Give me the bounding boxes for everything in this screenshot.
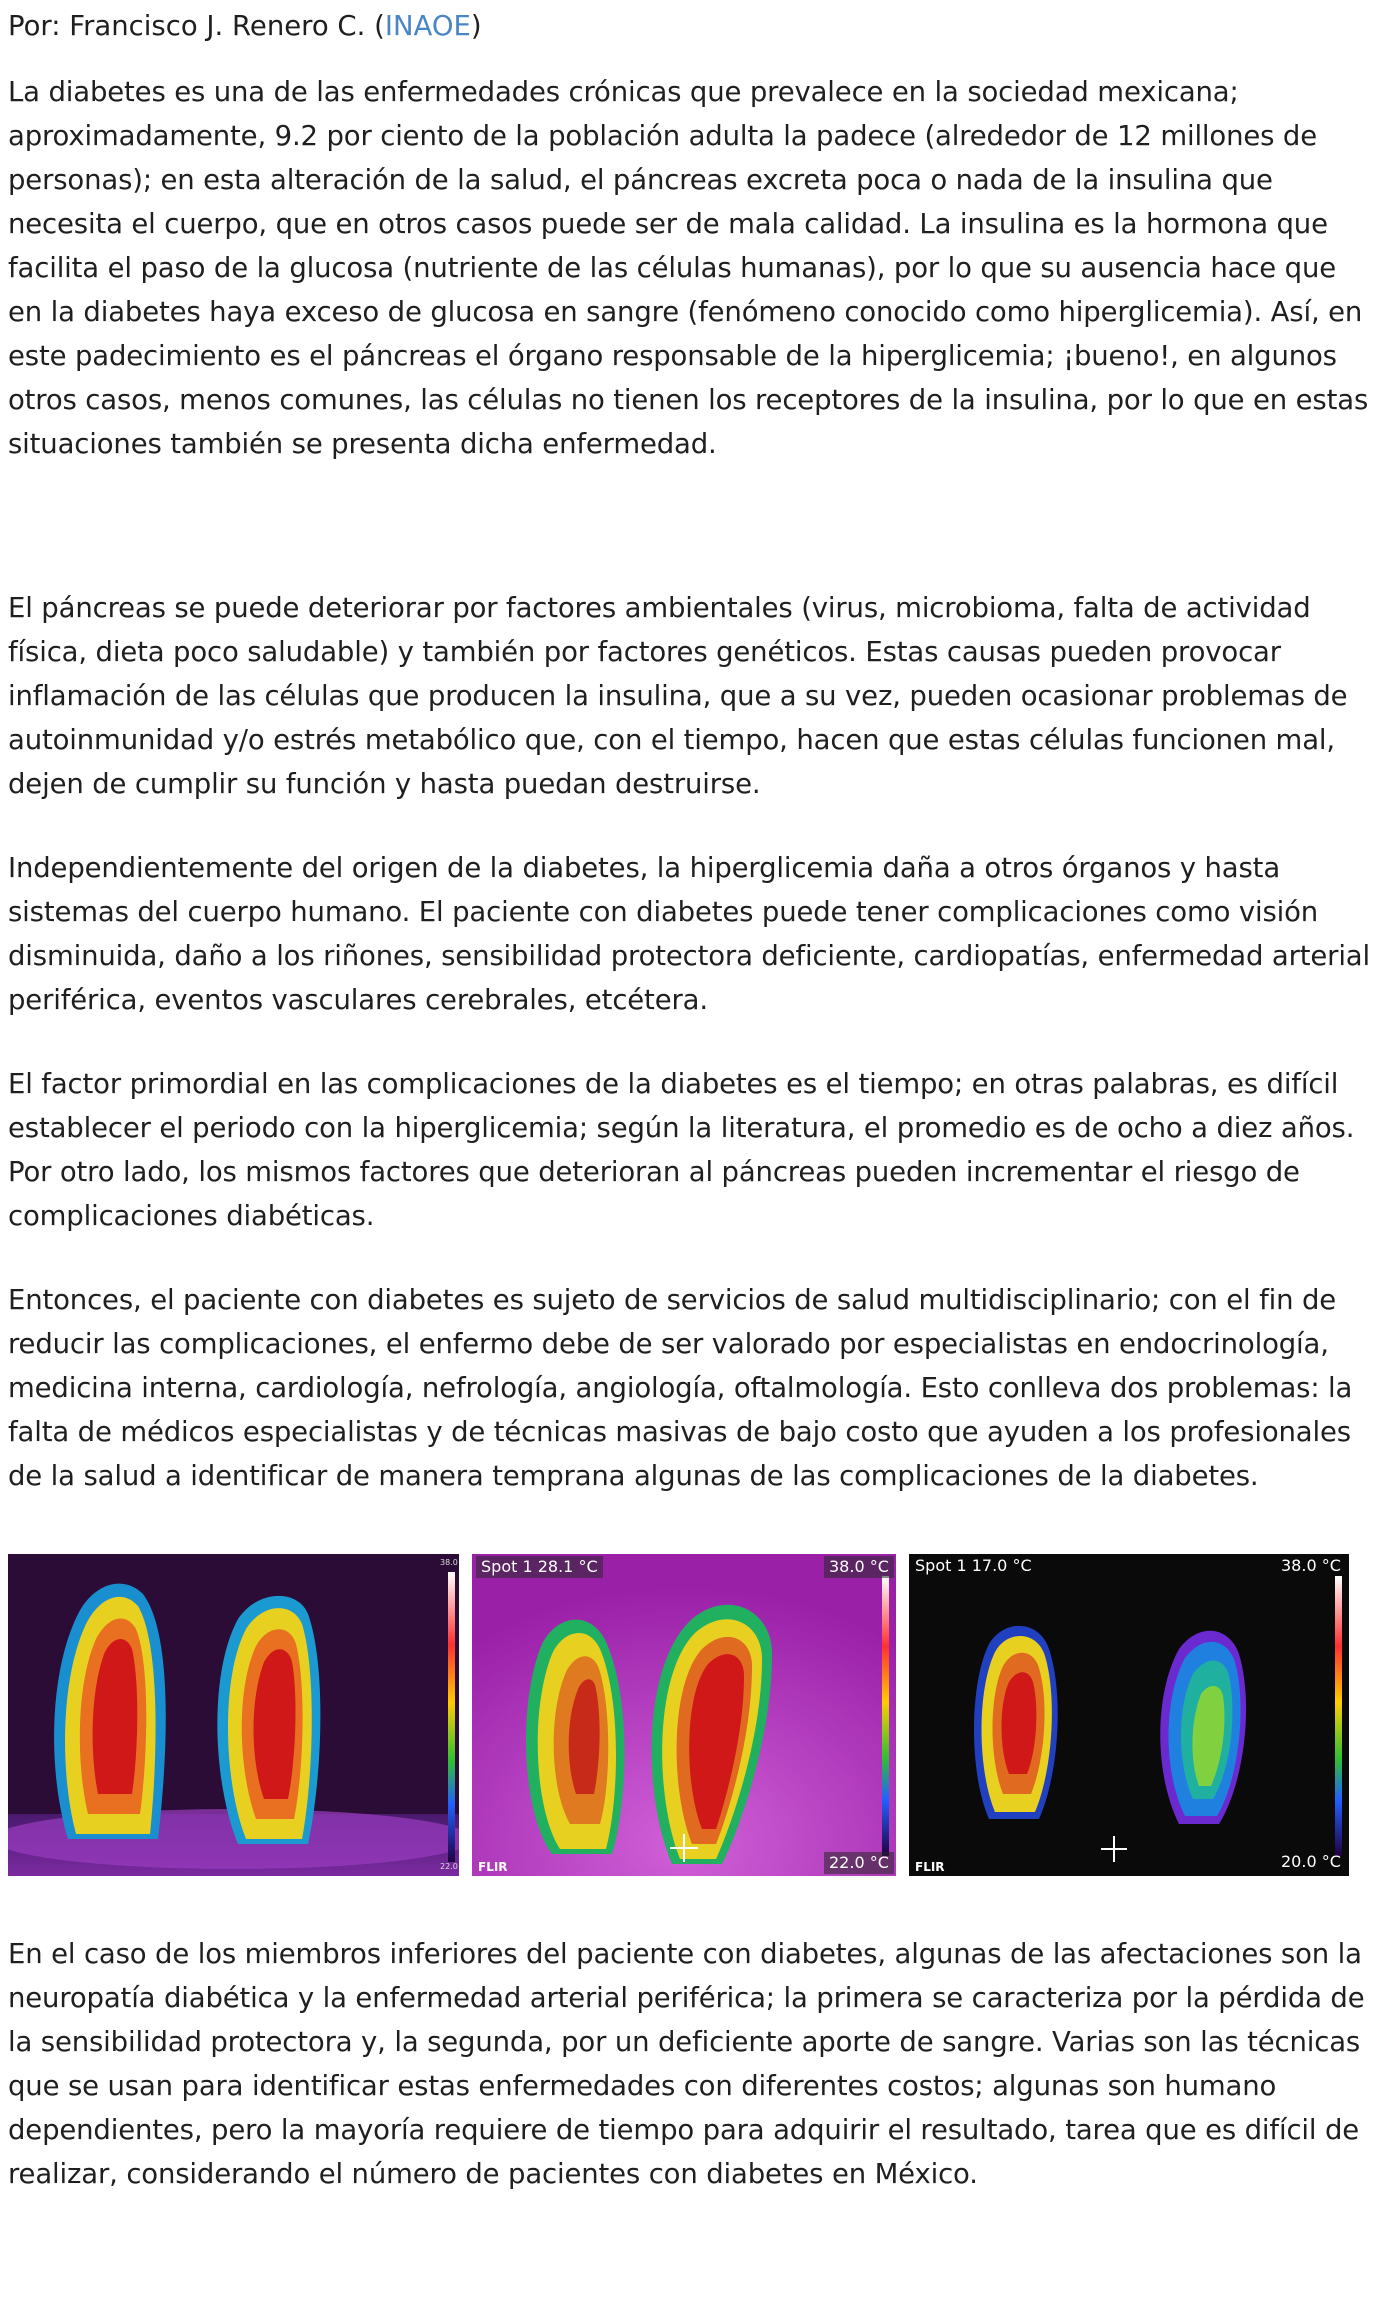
thermogram-2-spot: Spot 1 28.1 °C (476, 1556, 603, 1578)
thermogram-2 (472, 1554, 896, 1876)
thermogram-3-brand: FLIR (915, 1860, 945, 1874)
thermogram-3-image (909, 1554, 1349, 1876)
inaoe-link[interactable]: INAOE (384, 10, 471, 42)
thermogram-1-max: 38.0 (440, 1558, 458, 1567)
thermogram-3-spot: Spot 1 17.0 °C (915, 1556, 1032, 1575)
paragraph-2: El páncreas se puede deteriorar por factores ambientales (virus, microbioma, falta de actividad física, dieta poco saludable) y también por factores genéticos. Estas causas pueden provocar inflamación de las células que producen la insulina, que a su vez, pueden ocasionar problemas de autoinmunidad y/o estrés metabólico que, con el tiempo, hacen que estas células funcionen mal, dejen de cumplir su función y hasta puedan destruirse. (8, 592, 1348, 800)
thermogram-2-image (472, 1554, 896, 1876)
thermogram-1-image (8, 1554, 459, 1876)
byline-suffix: ) (470, 10, 482, 42)
paragraph-4: El factor primordial en las complicaciones de la diabetes es el tiempo; en otras palabras, es difícil establecer el periodo con la hiperglicemia; según la literatura, el promedio es de ocho a diez años. Por otro lado, los mismos factores que deterioran al páncreas pueden incrementar el riesgo de complicaciones diabéticas. (8, 1068, 1355, 1232)
paragraph-6: En el caso de los miembros inferiores del paciente con diabetes, algunas de las afectaciones son la neuropatía diabética y la enfermedad arterial periférica; la primera se caracteriza por la pérdida de la sensibilidad protectora y, la segunda, por un deficiente aporte de sangre. Varias son las técnicas que se usan para identificar estas enfermedades con diferentes costos; algunas son humano dependientes, pero la mayoría requiere de tiempo para adquirir el resultado, tarea que es difícil de realizar, considerando el número de pacientes con diabetes en México. (8, 1938, 1365, 2190)
paragraph-5: Entonces, el paciente con diabetes es sujeto de servicios de salud multidisciplinario; con el fin de reducir las complicaciones, el enfermo debe de ser valorado por especialistas en endocrinología, medicina interna, cardiología, nefrología, angiología, oftalmología. Esto conlleva dos problemas: la falta de médicos especialistas y de técnicas masivas de bajo costo que ayuden a los profesionales de la salud a identificar de manera temprana algunas de las complicaciones de la diabetes. (8, 1284, 1353, 1492)
article (8, 0, 1370, 2196)
thermogram-figure (8, 1554, 1370, 1876)
thermogram-3 (909, 1554, 1349, 1876)
byline (8, 4, 1370, 48)
thermogram-2-min: 22.0 °C (824, 1852, 894, 1874)
thermogram-2-brand: FLIR (478, 1860, 508, 1874)
byline-prefix: Por: Francisco J. Renero C. ( (8, 10, 385, 42)
thermogram-1 (8, 1554, 459, 1876)
thermogram-3-min: 20.0 °C (1281, 1852, 1341, 1871)
paragraph-3: Independientemente del origen de la diabetes, la hiperglicemia daña a otros órganos y hasta sistemas del cuerpo humano. El paciente con diabetes puede tener complicaciones como visión disminuida, daño a los riñones, sensibilidad protectora deficiente, cardiopatías, enfermedad arterial periférica, eventos vasculares cerebrales, etcétera. (8, 852, 1370, 1016)
paragraph-1: La diabetes es una de las enfermedades crónicas que prevalece en la sociedad mexicana; aproximadamente, 9.2 por ciento de la población adulta la padece (alrededor de 12 millones de personas); en esta alteración de la salud, el páncreas excreta poca o nada de la insulina que necesita el cuerpo, que en otros casos puede ser de mala calidad. La insulina es la hormona que facilita el paso de la glucosa (nutriente de las células humanas), por lo que su ausencia hace que en la diabetes haya exceso de glucosa en sangre (fenómeno conocido como hiperglicemia). Así, en este padecimiento es el páncreas el órgano responsable de la hiperglicemia; ¡bueno!, en algunos otros casos, menos comunes, las células no tienen los receptores de la insulina, por lo que en estas situaciones también se presenta dicha enfermedad. (8, 76, 1369, 460)
thermogram-3-max: 38.0 °C (1281, 1556, 1341, 1575)
thermogram-1-min: 22.0 (440, 1862, 458, 1871)
thermogram-2-max: 38.0 °C (824, 1556, 894, 1578)
